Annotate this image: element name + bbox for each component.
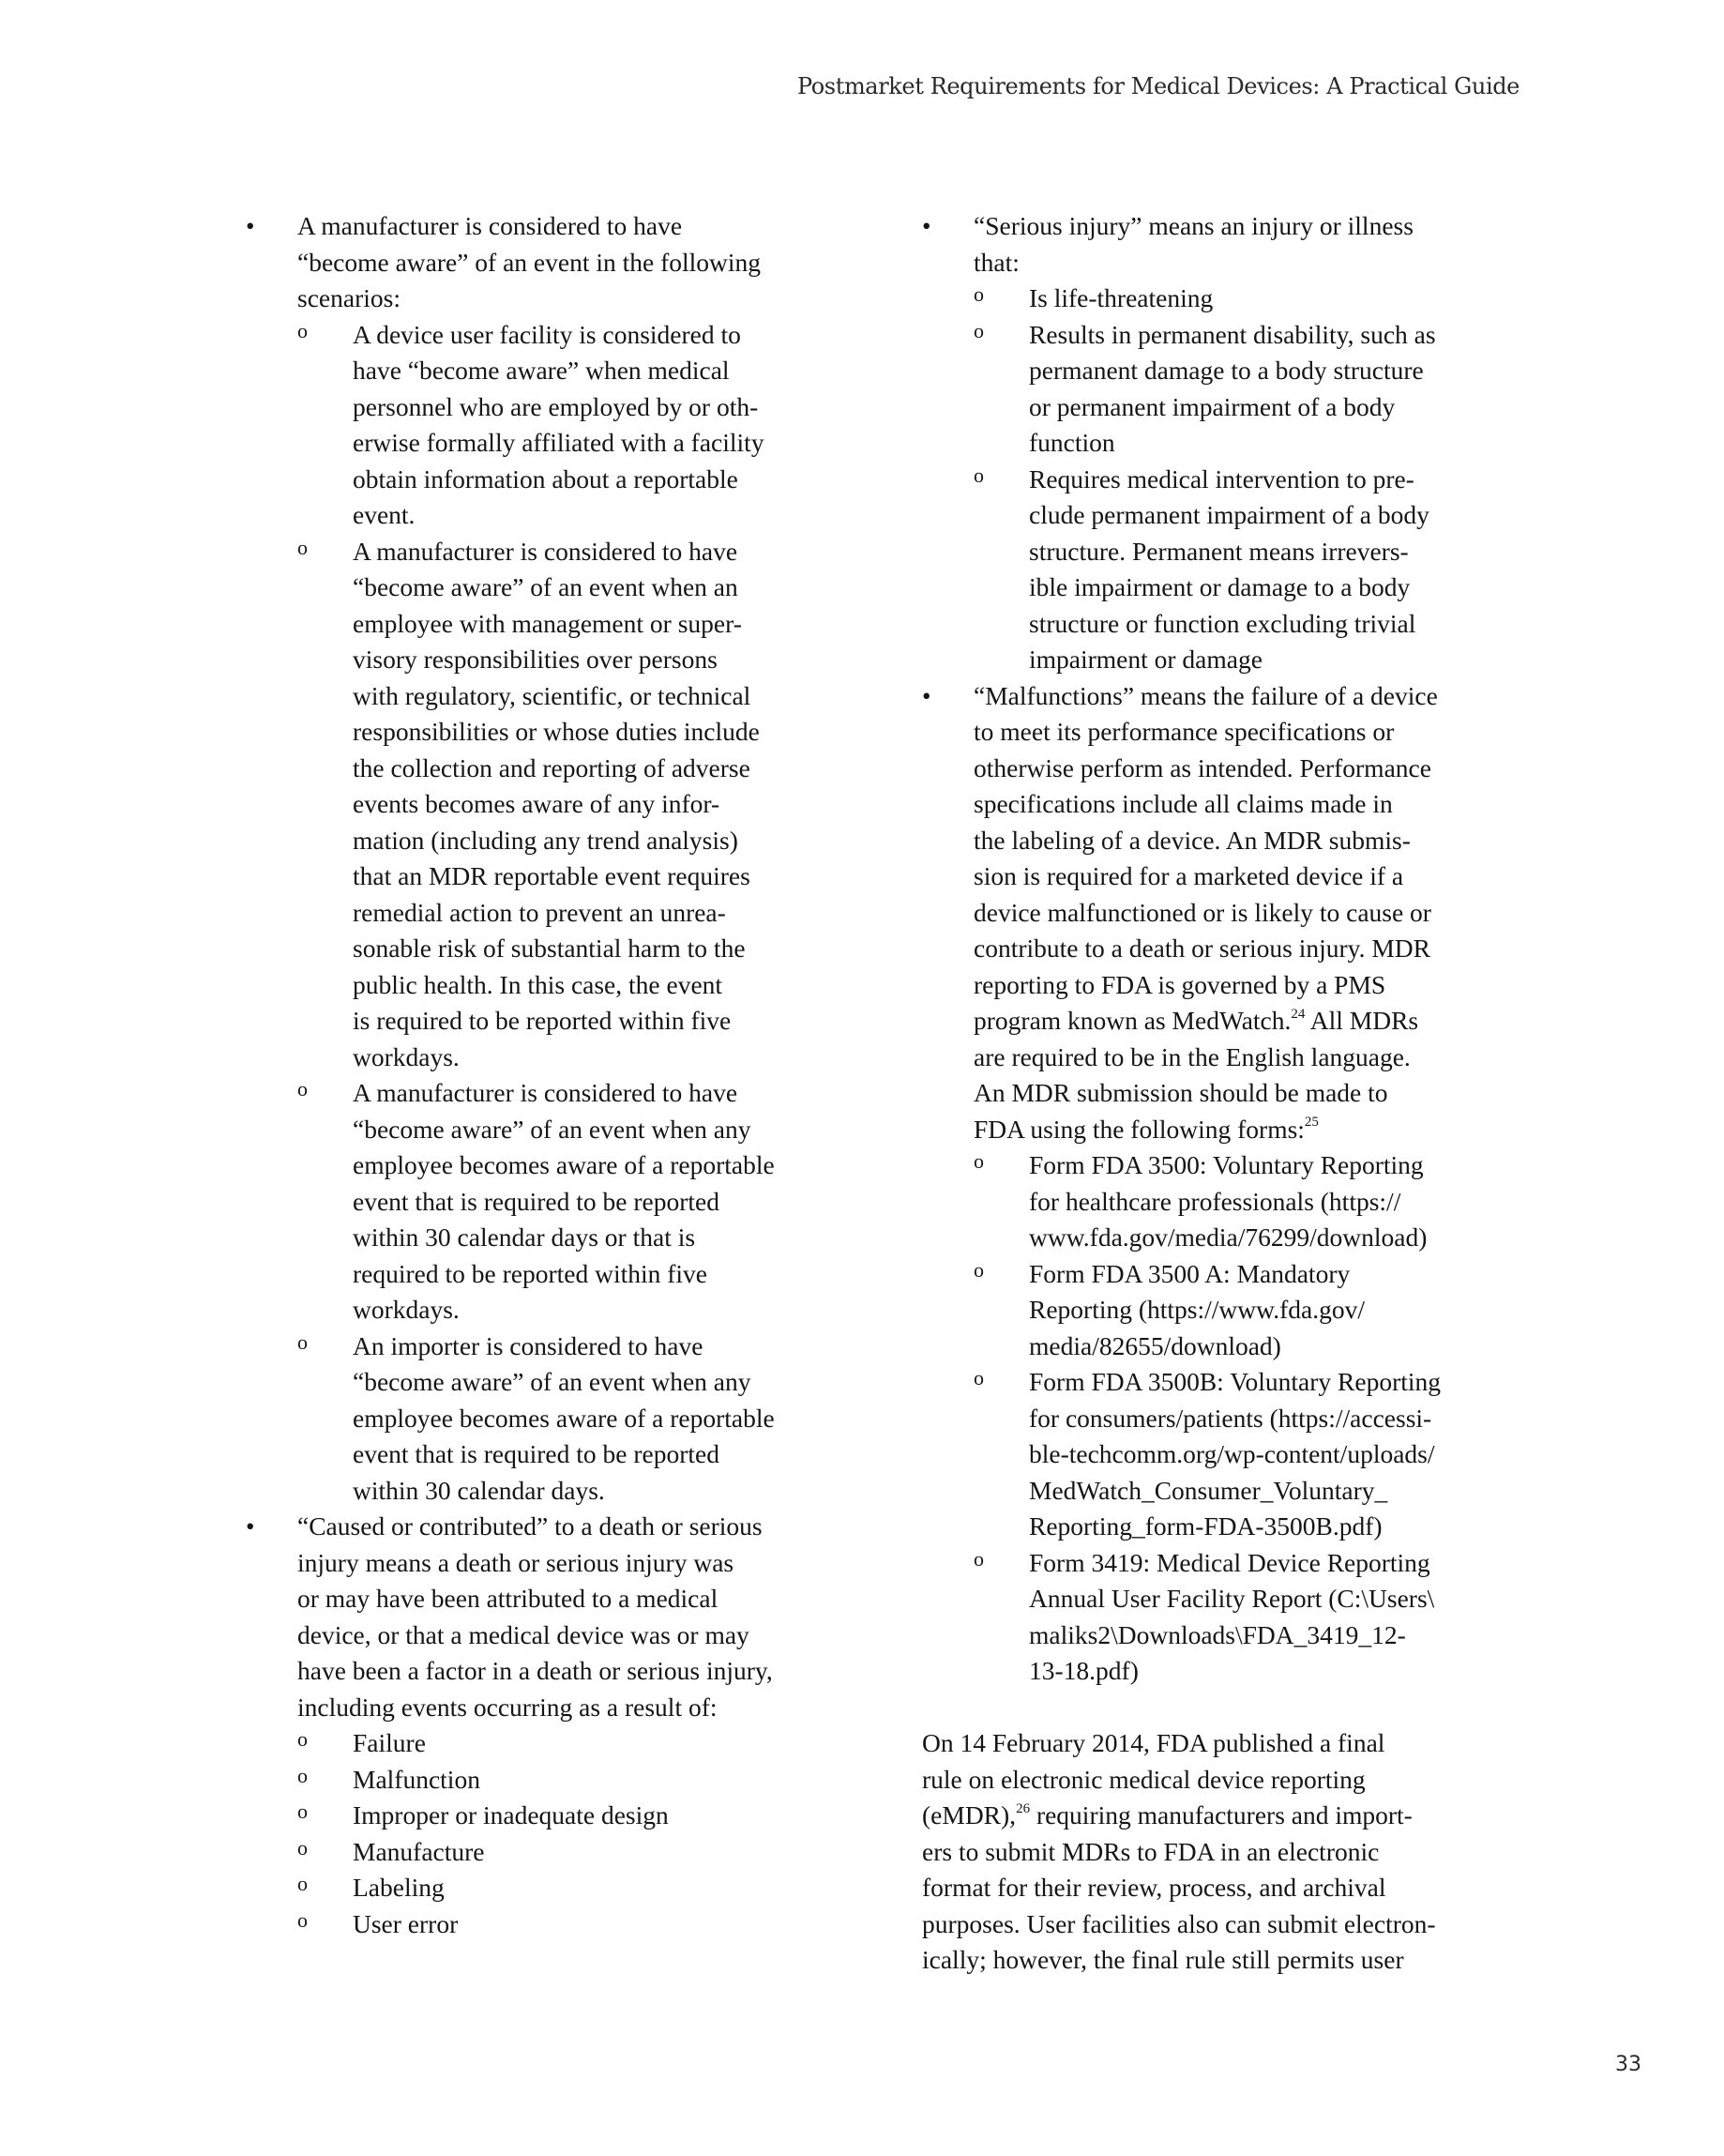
list-item-line: maliks2\Downloads\FDA_3419_12- [1029,1619,1406,1649]
sub-bullet-icon: o [297,1329,308,1354]
sub-bullet-icon: o [974,1366,984,1389]
list-item-line: “become aware” of an event when any [353,1367,751,1396]
right-column [922,208,1541,1979]
sub-bullet-item [246,317,846,534]
list-item-line: that: [974,247,1020,277]
list-item-line: within 30 calendar days or that is [353,1222,696,1252]
sub-bullet-icon: o [297,1077,308,1101]
list-item-line: injury means a death or serious injury was [297,1547,734,1577]
list-item-line: An importer is considered to have [353,1330,703,1360]
list-item-line: media/82655/download) [1029,1330,1281,1360]
list-item-line: have “become aware” when medical [353,356,730,385]
sub-bullet-icon: o [297,535,308,559]
list-item-line: ible impairment or damage to a body [1029,572,1411,601]
list-item-line: responsibilities or whose duties include [353,717,760,746]
list-item-line: or may have been attributed to a medical [297,1584,718,1613]
paragraph-line: format for their review, process, and archival [922,1873,1386,1902]
list-item-line: function [1029,428,1115,457]
list-item-line: including events occurring as a result of: [297,1692,718,1722]
list-item-line: to meet its performance specifications or [974,717,1395,746]
list-item-line: for consumers/patients (https://accessi- [1029,1403,1432,1433]
list-item-line: is required to be reported within five [353,1006,732,1035]
list-item-line: Annual User Facility Report (C:\Users\ [1029,1584,1435,1613]
list-item-line: obtain information about a reportable [353,463,738,493]
list-item-line: Manufacture [353,1836,485,1866]
list-item-line: otherwise perform as intended. Performance [974,752,1431,782]
sub-bullet-item [246,1870,846,1906]
footnote-ref-24[interactable]: 24 [1291,1006,1306,1022]
list-item-line: Results in permanent disability, such as [1029,319,1436,349]
sub-bullet-icon: o [297,1799,308,1823]
list-item-line: event. [353,500,416,529]
list-item-line: public health. In this case, the event [353,969,723,999]
page-number: 33 [1615,2053,1641,2076]
paragraph-line: ically; however, the final rule still permits user [922,1945,1404,1974]
list-item-line: www.fda.gov/media/76299/download) [1029,1222,1428,1252]
list-item-line: specifications include all claims made in [974,789,1393,818]
list-item-line: FDA using the following forms:$^{25}$ [974,1114,1319,1144]
list-item-line: required to be reported within five [353,1258,707,1288]
list-item-line: “become aware” of an event when any [353,1114,751,1144]
list-item-line: MedWatch_Consumer_Voluntary_ [1029,1475,1388,1505]
list-item-line: erwise formally affiliated with a facility [353,428,764,457]
list-item-line: employee becomes aware of a reportable [353,1403,775,1433]
list-item-line: structure or function excluding trivial [1029,608,1416,638]
list-item-line: employee becomes aware of a reportable [353,1150,775,1179]
list-item-line: mation (including any trend analysis) [353,825,738,855]
bullet-item [246,1509,846,1725]
sub-bullet-item [922,1256,1541,1365]
list-item-line: device malfunctioned or is likely to cause or [974,897,1431,927]
sub-bullet-item [246,1834,846,1871]
list-item-line: have been a factor in a death or serious injury, [297,1656,773,1685]
list-item-line: Malfunction [353,1764,480,1794]
footnote-ref-26[interactable]: 26 [1016,1800,1031,1816]
sub-bullet-icon: o [297,1835,308,1860]
list-item-line: remedial action to prevent an unrea- [353,897,726,927]
list-item-line: the collection and reporting of adverse [353,752,750,782]
sub-bullet-icon: o [974,463,984,487]
running-header: Postmarket Requirements for Medical Devices: A Practical Guide [796,73,1520,99]
list-item-line: employee with management or super- [353,608,742,638]
list-item-line: Labeling [353,1873,445,1902]
bullet-item [922,208,1541,281]
sub-bullet-item [246,1762,846,1799]
list-item-line: Form FDA 3500: Voluntary Reporting [1029,1150,1424,1179]
list-item-line: A manufacturer is considered to have [353,1078,738,1107]
bullet-item [246,208,846,317]
list-item-line: Is life-threatening [1029,283,1214,312]
list-item-line: the labeling of a device. An MDR submis- [974,825,1411,855]
left-column [246,208,846,1942]
list-item-line: “become aware” of an event when an [353,572,738,601]
paragraph-line: (eMDR),$^{26}$ requiring manufacturers and import- [922,1800,1413,1830]
sub-bullet-item [922,1147,1541,1256]
list-item-line: “Serious injury” means an injury or illness [974,211,1414,240]
list-item-line: A manufacturer is considered to have [297,211,683,240]
list-item-line: are required to be in the English language. [974,1041,1411,1071]
list-item-line: “become aware” of an event in the following [297,247,762,277]
list-item-line: personnel who are employed by or oth- [353,391,759,421]
bullet-item [922,678,1541,1148]
sub-bullet-item [922,462,1541,678]
list-item-line: event that is required to be reported [353,1439,719,1468]
list-item-line: Failure [353,1728,426,1757]
footnote-ref-25[interactable]: 25 [1304,1115,1319,1131]
sub-bullet-icon: o [974,1149,984,1173]
list-item-line: workdays. [353,1295,460,1324]
bullet-icon: • [922,212,931,240]
sub-bullet-item [922,1364,1541,1545]
right-column-list [922,208,1541,1690]
list-item-line: visory responsibilities over persons [353,645,718,674]
sub-bullet-item [246,1075,846,1329]
list-item-line: events becomes aware of any infor- [353,789,720,818]
list-item-line: clude permanent impairment of a body [1029,500,1429,529]
list-item-line: with regulatory, scientific, or technical [353,680,751,710]
paragraph-line: On 14 February 2014, FDA published a final [922,1728,1385,1757]
sub-bullet-icon: o [297,1763,308,1787]
sub-bullet-icon: o [974,1546,984,1571]
list-item-line: Reporting (https://www.fda.gov/ [1029,1295,1365,1324]
list-item-line: program known as MedWatch.$^{24}$ All MDRs [974,1006,1419,1035]
list-item-line: reporting to FDA is governed by a PMS [974,969,1386,999]
bullet-icon: • [246,1512,255,1541]
list-item-line: “Malfunctions” means the failure of a device [974,680,1438,710]
list-item-line: 13-18.pdf) [1029,1656,1139,1685]
sub-bullet-item [922,281,1541,317]
list-item-line: Reporting_form-FDA-3500B.pdf) [1029,1511,1383,1541]
list-item-line: within 30 calendar days. [353,1475,605,1505]
sub-bullet-icon: o [974,282,984,306]
list-item-line: sion is required for a marketed device if a [974,861,1404,890]
sub-bullet-item [246,1329,846,1510]
list-item-line: An MDR submission should be made to [974,1078,1388,1107]
list-item-line: Form FDA 3500 A: Mandatory [1029,1258,1351,1288]
sub-bullet-icon: o [297,1872,308,1895]
sub-bullet-icon: o [974,318,984,342]
list-item-line: User error [353,1908,459,1938]
list-item-line: A device user facility is considered to [353,319,741,349]
bullet-icon: • [246,212,255,240]
sub-bullet-item [246,1725,846,1762]
list-item-line: impairment or damage [1029,645,1263,674]
list-item-line: Form FDA 3500B: Voluntary Reporting [1029,1367,1442,1396]
sub-bullet-icon: o [974,1257,984,1282]
list-item-line: or permanent impairment of a body [1029,391,1396,421]
list-item-line: contribute to a death or serious injury. MDR [974,934,1431,963]
list-item-line: workdays. [353,1041,460,1071]
sub-bullet-item [922,317,1541,462]
sub-bullet-item [246,534,846,1076]
list-item-line: structure. Permanent means irrevers- [1029,536,1409,566]
list-item-line: “Caused or contributed” to a death or serious [297,1511,763,1541]
paragraph-line: rule on electronic medical device reporting [922,1764,1366,1794]
sub-bullet-item [246,1798,846,1834]
sub-bullet-icon: o [297,318,308,342]
sub-bullet-icon: o [297,1907,308,1932]
list-item-line: device, or that a medical device was or may [297,1619,749,1649]
list-item-line: sonable risk of substantial harm to the [353,934,746,963]
sub-bullet-item [246,1906,846,1943]
paragraph-line: purposes. User facilities also can submit electron- [922,1908,1436,1938]
emdr-paragraph [922,1725,1541,1979]
list-item-line: Requires medical intervention to pre- [1029,463,1414,493]
list-item-line: Improper or inadequate design [353,1800,669,1830]
list-item-line: permanent damage to a body structure [1029,356,1424,385]
list-item-line: event that is required to be reported [353,1186,719,1216]
paragraph-line: ers to submit MDRs to FDA in an electronic [922,1836,1380,1866]
bullet-icon: • [922,681,931,710]
list-item-line: A manufacturer is considered to have [353,536,738,566]
list-item-line: scenarios: [297,283,401,312]
list-item-line: that an MDR reportable event requires [353,861,750,890]
list-item-line: Form 3419: Medical Device Reporting [1029,1547,1430,1577]
list-item-line: ble-techcomm.org/wp-content/uploads/ [1029,1439,1435,1468]
sub-bullet-item [922,1545,1541,1690]
sub-bullet-icon: o [297,1727,308,1751]
list-item-line: for healthcare professionals (https:// [1029,1186,1401,1216]
